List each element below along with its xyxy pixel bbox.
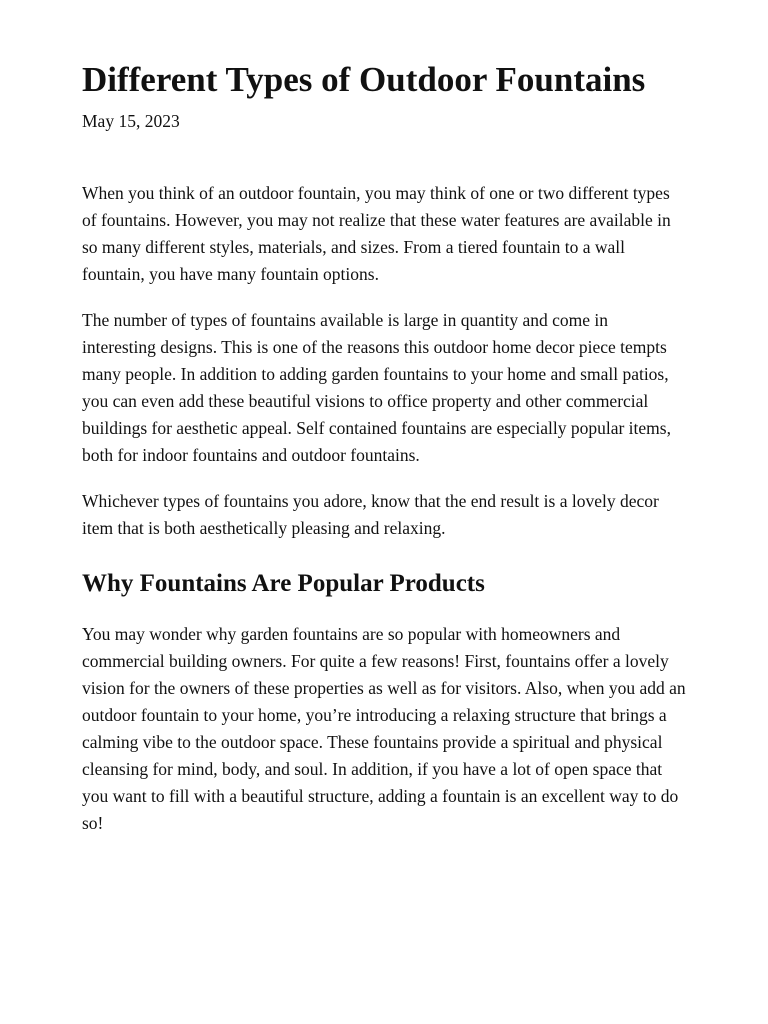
publish-date: May 15, 2023 <box>82 111 180 131</box>
article-title: Different Types of Outdoor Fountains <box>82 60 646 99</box>
article-body <box>82 180 686 837</box>
intro-paragraph: Whichever types of fountains you adore, know that the end result is a lovely decor item that is both aesthetically pleasing and relaxing. <box>82 491 659 538</box>
section-heading: Why Fountains Are Popular Products <box>82 570 485 597</box>
intro-paragraph: The number of types of fountains available is large in quantity and come in interesting designs. This is one of the reasons this outdoor home decor piece tempts many people. In addition to adding garden fountains to your home and small patios, you can even add these beautiful visions to office property and other commercial buildings for aesthetic appeal. Self contained fountains are especially popular items, both for indoor fountains and outdoor fountains. <box>82 310 671 465</box>
intro-paragraph: When you think of an outdoor fountain, you may think of one or two different types of fountains. However, you may not realize that these water features are available in so many different styles, materials, and sizes. From a tiered fountain to a wall fountain, you have many fountain options. <box>82 183 671 284</box>
section-paragraph: You may wonder why garden fountains are so popular with homeowners and commercial building owners. For quite a few reasons! First, fountains offer a lovely vision for the owners of these properties as well as for visitors. Also, when you add an outdoor fountain to your home, you’re introducing a relaxing structure that brings a calming vibe to the outdoor space. These fountains provide a spiritual and physical cleansing for mind, body, and soul. In addition, if you have a lot of open space that you want to fill with a beautiful structure, adding a fountain is an excellent way to do so! <box>82 624 686 833</box>
